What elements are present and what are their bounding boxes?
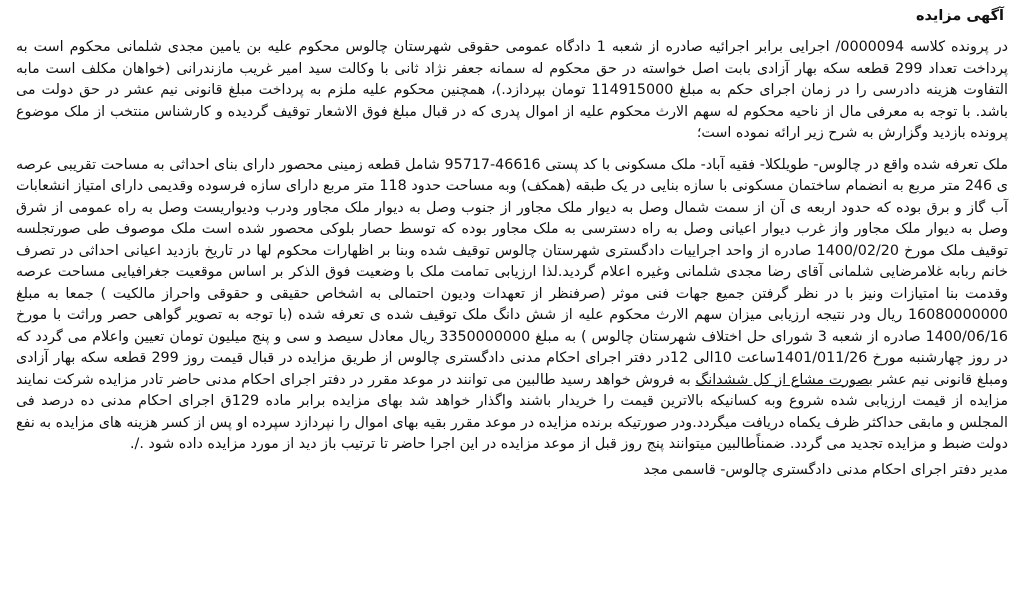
property-description-text: ملک تعرفه شده واقع در چالوس- طویلکلا- فقیه آباد- ملک مسکونی با کد پستی 46616-95717 شامل قطعه زمینی محصور دارای بنای احداثی به مساحت تقریبی عرصه ی 246 متر مربع به انضمام ساختمان مسکونی با سازه بنایی در یک طبقه (همکف) وبه مساحت حدود 118 متر مربع دارای سازه فرسوده وقدیمی دارای امتیاز انشعابات آب گاز و برق بوده که حدود اربعه ی آن از سمت شمال وصل به دیوار ملک مجاور از جنوب وصل به دیوار ملک مجاور ودرب ودیواریست وصل به راه عمومی از شرق وصل به دیوار ملک مجاور واز غرب دیوار اعیانی وصل به راه دسترسی به ملک مجاور بوده که توسط حصار بلوکی محصور شده است ملک موصوف طی صورتجلسه توقیف ملک مورخ 1400/02/20 صادره از واحد اجراییات دادگستری شهرستان چالوس توقیف شده وبنا بر اظهارات محکوم لها در تاریخ بازدید اعیانی احداثی در تصرف خانم ربابه غلامرضایی شلمانی آقای رضا مجدی شلمانی وغیره اعلام گردید.لذا ارزیابی تمامت ملک با وضعیت فوق الذکر بر اساس موقعیت جغرافیایی مساحت عرصه وقدمت بنا امتیازات ونیز با در نظر گرفتن جمیع جهات فنی موثر (صرفنظر از تعهدات ودیون احتمالی به اشخاص حقیقی و حقوقی واحراز مالکیت ) جمعا به مبلغ 16080000000 ریال ودر نتیجه ارزیابی میزان سهم الارث محکوم علیه از شش دانگ ملک توقیف شده ی تعرفه شده (با توجه به تصویر گواهی حصر وراثت با مورخ 1400/06/16 صادره از شعبه 3 شورای حل اختلاف شهرستان چالوس ) به مبلغ 3350000000 ریال معادل سیصد و سی و پنج میلیون تومان تعیین واعلام می گردد که در روز چهارشنبه مورخ 1401/011/26ساعت 10الی 12در دفتر اجرای احکام مدنی دادگستری چالوس از طریق مزایده در قبال قیمت روز 299 قطعه سکه بهار آزادی ومبلغ قانونی نیم عشر: [16, 156, 1009, 388]
signature-line: مدیر دفتر اجرای احکام مدنی دادگستری چالوس- قاسمی مجد: [643, 461, 1008, 478]
underlined-share-clause: بصورت مشاع از کل ششدانگ: [695, 371, 873, 388]
auction-terms-text: به فروش خواهد رسید طالبین می توانند در موعد مقرر در دفتر اجرای احکام مدنی حاضر تادر مزایده شرکت نمایند مزایده از قیمت ارزیابی شده شروع وبه کسانیکه بالاترین قیمت را خریدار باشند واگذار خواهد شد بهای مزایده برابر ماده 129ق اجرای احکام مدنی ده درصد فی المجلس و مابقی حداکثر ظرف یکماه دریافت میگردد.ودر صورتیکه برنده مزایده در موعد مقرر بقیه بهای اموال را نپردازد سپرده او پس از کسر هزینه های مزایده به نفع دولت ضبط و مزایده تجدید می گردد. ضمناًطالبین میتوانند پنج روز قبل از موعد مزایده در این اجرا حاضر تا ترتیب باز دید از مورد مزایده داده شود ./.: [16, 371, 1008, 452]
notice-title: آگهی مزایده: [915, 8, 1004, 24]
notice-paragraph-property-details: [16, 155, 1008, 456]
notice-paragraph-case-details: در پرونده کلاسه 0000094/ اجرایی برابر اجرائیه صادره از شعبه 1 دادگاه عمومی حقوقی شهرستان چالوس محکوم علیه بن یامین مجدی شلمانی محکوم است به پرداخت تعداد 299 قطعه سکه بهار آزادی بابت اصل خواسته در حق محکوم له سمانه جعفر نژاد ثانی با وکالت سید امیر غریب مازندرانی (خواهان مکلف است مابه التفاوت هزینه دادرسی را در زمان اجرای حکم به مبلغ 114915000 تومان بپردازد.)، همچنین محکوم علیه ملزم به پرداخت مبلغ قانونی نیم عشر در حق دولت می باشد. با توجه به معرفی مال از ناحیه محکوم له سهم الارث محکوم علیه از اموال پدری که در قبال مبلغ فوق الاشعار توقیف گردیده و کارشناس منتخب از ملک موضوع پرونده بازدید وگزارش به شرح زیر ارائه نموده است؛: [16, 39, 1008, 141]
